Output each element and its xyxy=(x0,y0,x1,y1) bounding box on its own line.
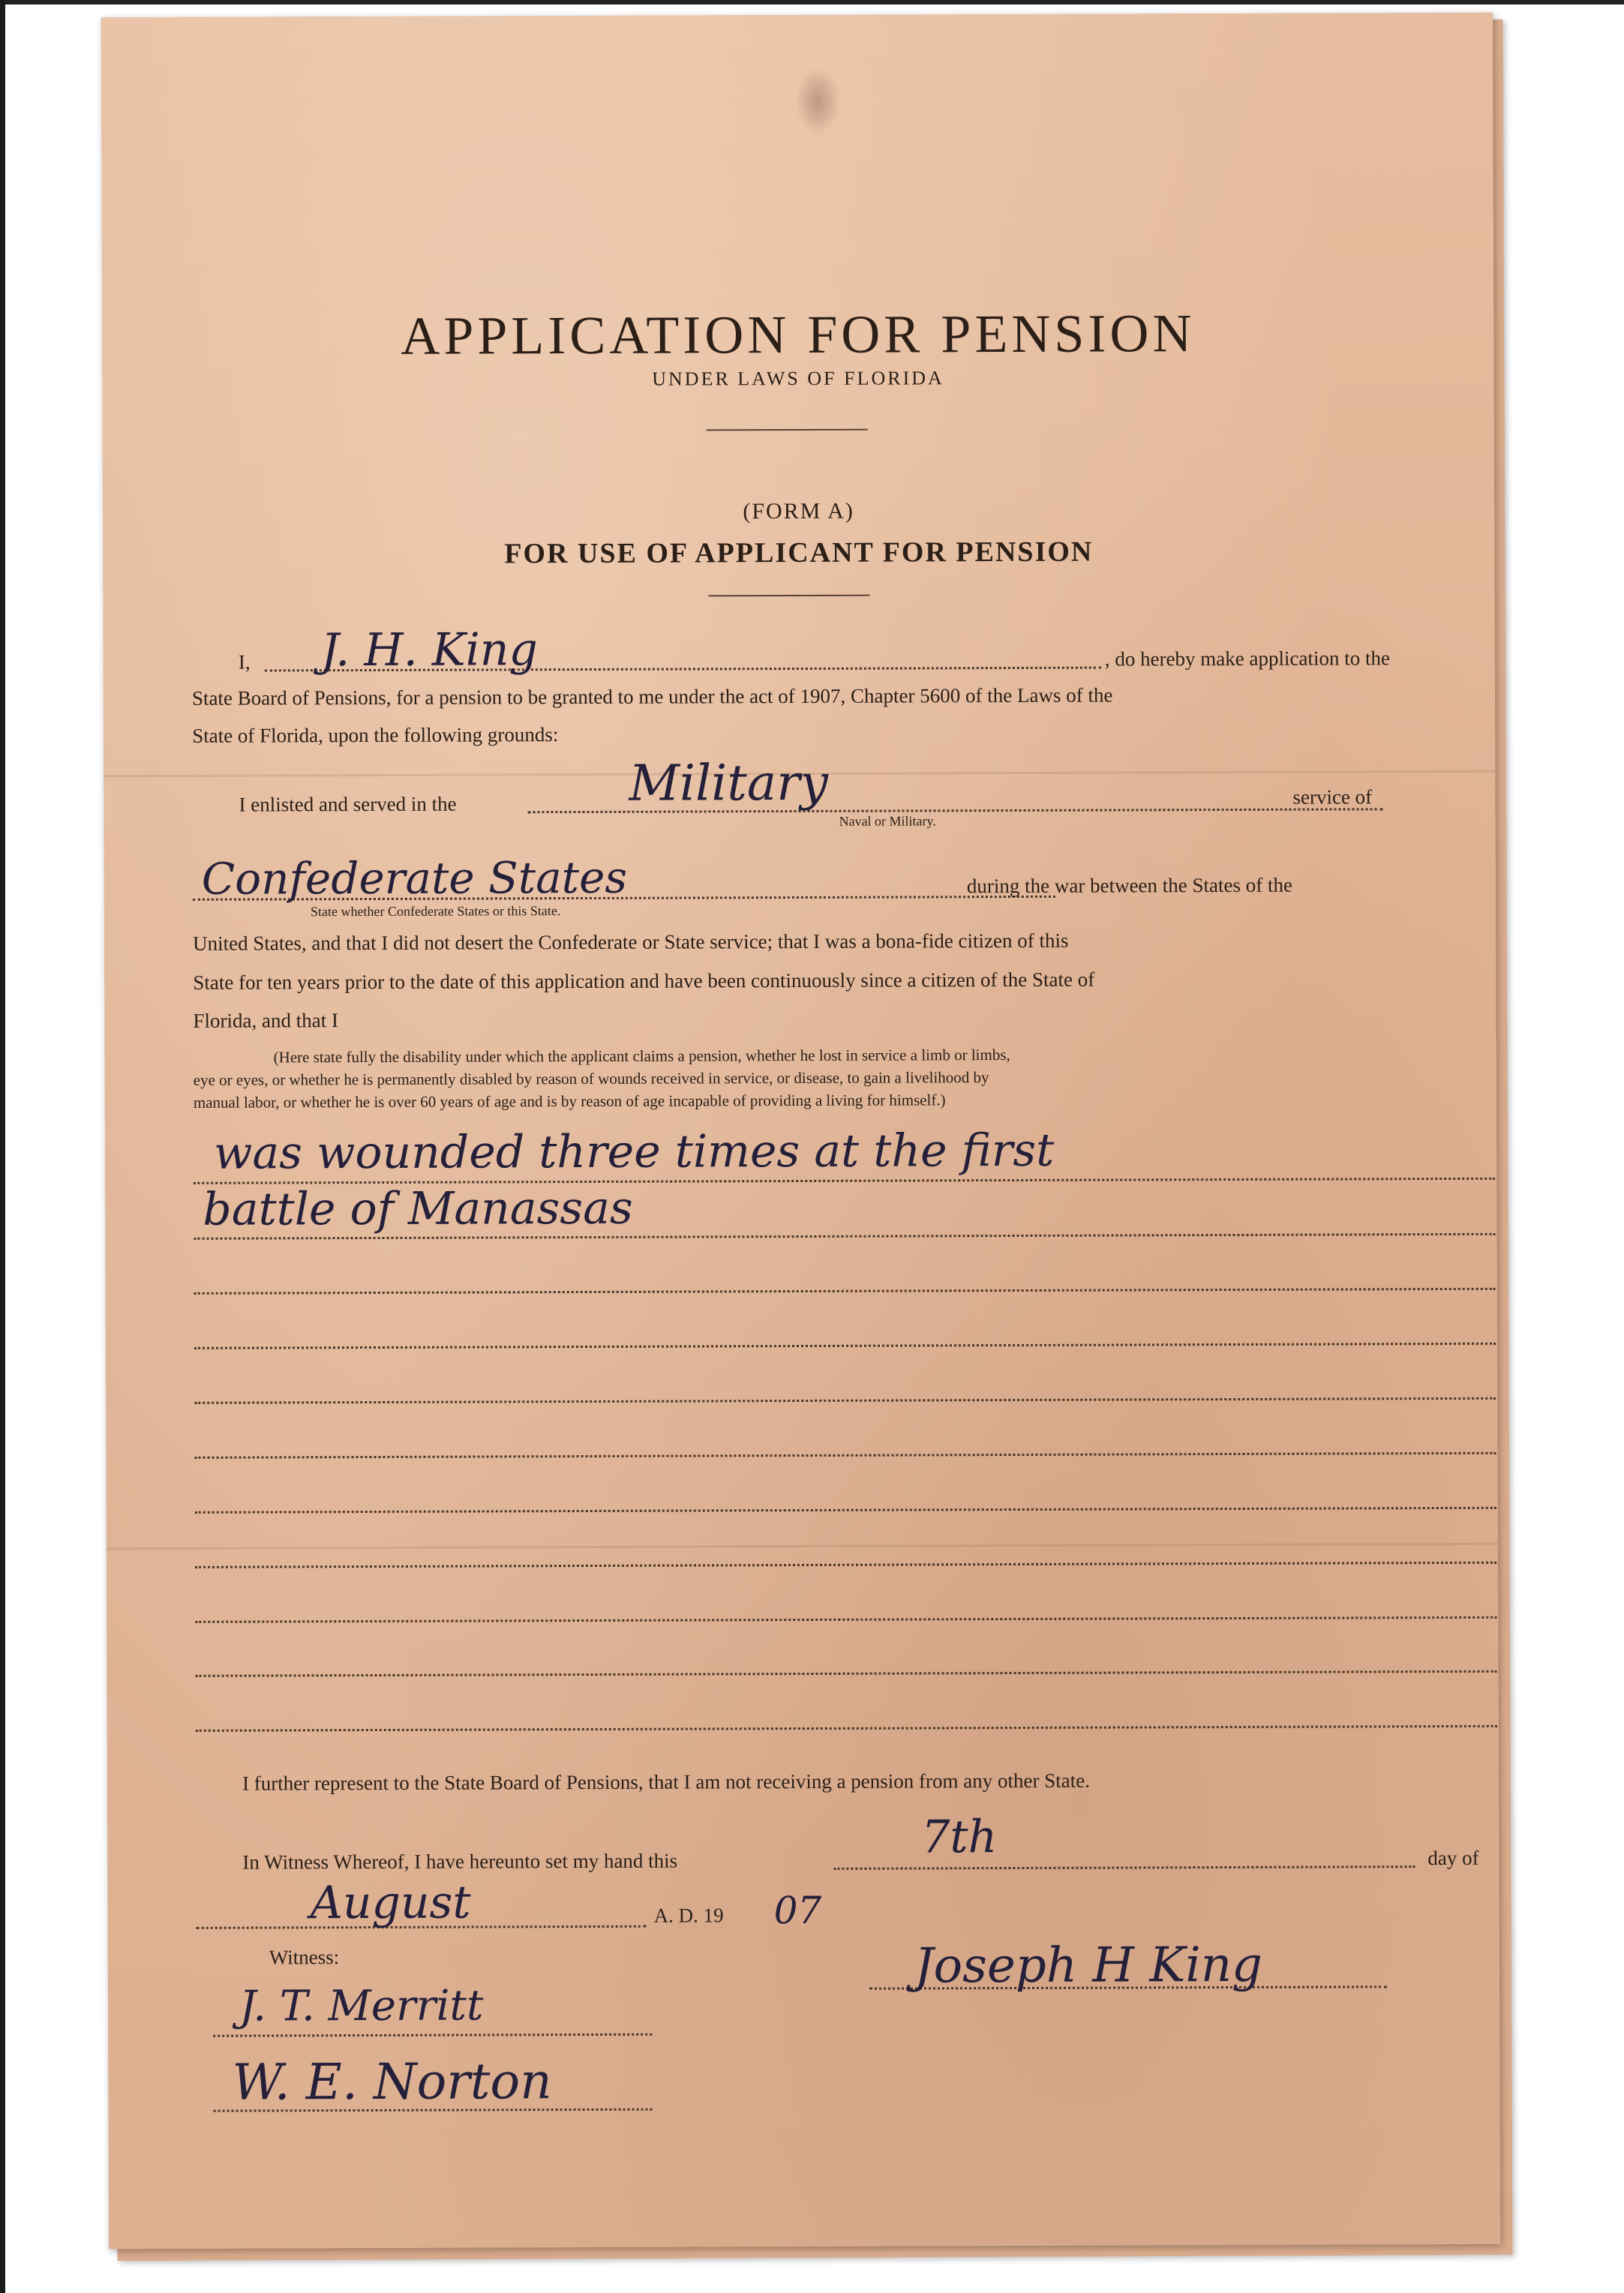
declaration-line2: State Board of Pensions, for a pension to be granted to me under the act of 1907, Chapter 5600 of the Laws of the xyxy=(191,683,1113,710)
service-prefix: I enlisted and served in the xyxy=(239,792,457,816)
disability-instruction-2: eye or eyes, or whether he is permanently disabled by reason of wounds received in service, or disease, to gain a livelihood by xyxy=(193,1068,989,1089)
year-handwritten: 07 xyxy=(773,1888,822,1933)
witness1-line xyxy=(213,2033,652,2037)
state-suffix: during the war between the States of the xyxy=(966,873,1293,898)
year-prefix: A. D. 19 xyxy=(653,1904,724,1927)
answer-line xyxy=(194,1288,1496,1295)
state-handwritten: Confederate States xyxy=(201,851,628,905)
form-title: APPLICATION FOR PENSION xyxy=(401,303,1196,366)
scan-edge-top xyxy=(0,0,1624,5)
answer-line xyxy=(195,1507,1496,1514)
answer-line xyxy=(195,1616,1496,1623)
form-subtitle: UNDER LAWS OF FLORIDA xyxy=(652,367,944,390)
pension-form-sheet xyxy=(101,13,1500,2249)
answer-line xyxy=(195,1452,1496,1459)
disability-answer-line1: was wounded three times at the first xyxy=(213,1124,1055,1180)
service-type-hint: Naval or Military. xyxy=(839,813,936,829)
further-statement: I further represent to the State Board of Pensions, that I am not receiving a pension from any other State. xyxy=(242,1769,1091,1795)
disability-instruction-1: (Here state fully the disability under which the applicant claims a pension, whether he lost in service a limb or limbs, xyxy=(273,1046,1010,1067)
disability-answer-line2: battle of Manassas xyxy=(203,1181,633,1236)
answer-line xyxy=(195,1562,1496,1568)
state-hint: State whether Confederate States or this State. xyxy=(310,903,561,920)
day-line xyxy=(833,1865,1415,1870)
section-divider xyxy=(709,595,870,597)
declaration-line1-end: , do hereby make application to the xyxy=(1104,647,1390,671)
service-line-a: United States, and that I did not desert the Confederate or State service; that I was a bona-fide citizen of this xyxy=(193,929,1069,955)
witness2-signature: W. E. Norton xyxy=(232,2052,552,2111)
applicant-signature: Joseph H King xyxy=(914,1937,1263,1994)
pin-hole-mark xyxy=(795,68,840,135)
witness-clause-prefix: In Witness Whereof, I have hereunto set my hand this xyxy=(242,1849,678,1874)
answer-line xyxy=(194,1343,1496,1349)
witness-label: Witness: xyxy=(269,1946,340,1969)
answer-line xyxy=(196,1670,1497,1677)
service-line-c: Florida, and that I xyxy=(193,1009,339,1032)
disability-instruction-3: manual labor, or whether he is over 60 years of age and is by reason of age incapable of providing a living for himself.) xyxy=(193,1091,946,1112)
fold-crease xyxy=(107,1543,1498,1550)
witness1-signature: J. T. Merritt xyxy=(239,1981,484,2031)
answer-line xyxy=(196,1725,1497,1732)
service-line-b: State for ten years prior to the date of this application and have been continuously since a citizen of the State of xyxy=(193,968,1095,994)
header-divider xyxy=(707,429,868,431)
service-suffix: service of xyxy=(1292,785,1373,809)
day-suffix: day of xyxy=(1427,1846,1479,1870)
day-handwritten: 7th xyxy=(921,1811,998,1864)
use-label: FOR USE OF APPLICANT FOR PENSION xyxy=(504,536,1094,570)
declaration-prefix: I, xyxy=(238,650,251,674)
form-label: (FORM A) xyxy=(743,498,854,524)
scan-edge-left xyxy=(0,0,5,2293)
service-type-handwritten: Military xyxy=(629,753,829,812)
answer-line xyxy=(194,1397,1496,1404)
applicant-name-handwritten: J. H. King xyxy=(320,623,538,677)
month-handwritten: August xyxy=(310,1876,471,1930)
declaration-line3: State of Florida, upon the following grounds: xyxy=(192,723,559,747)
